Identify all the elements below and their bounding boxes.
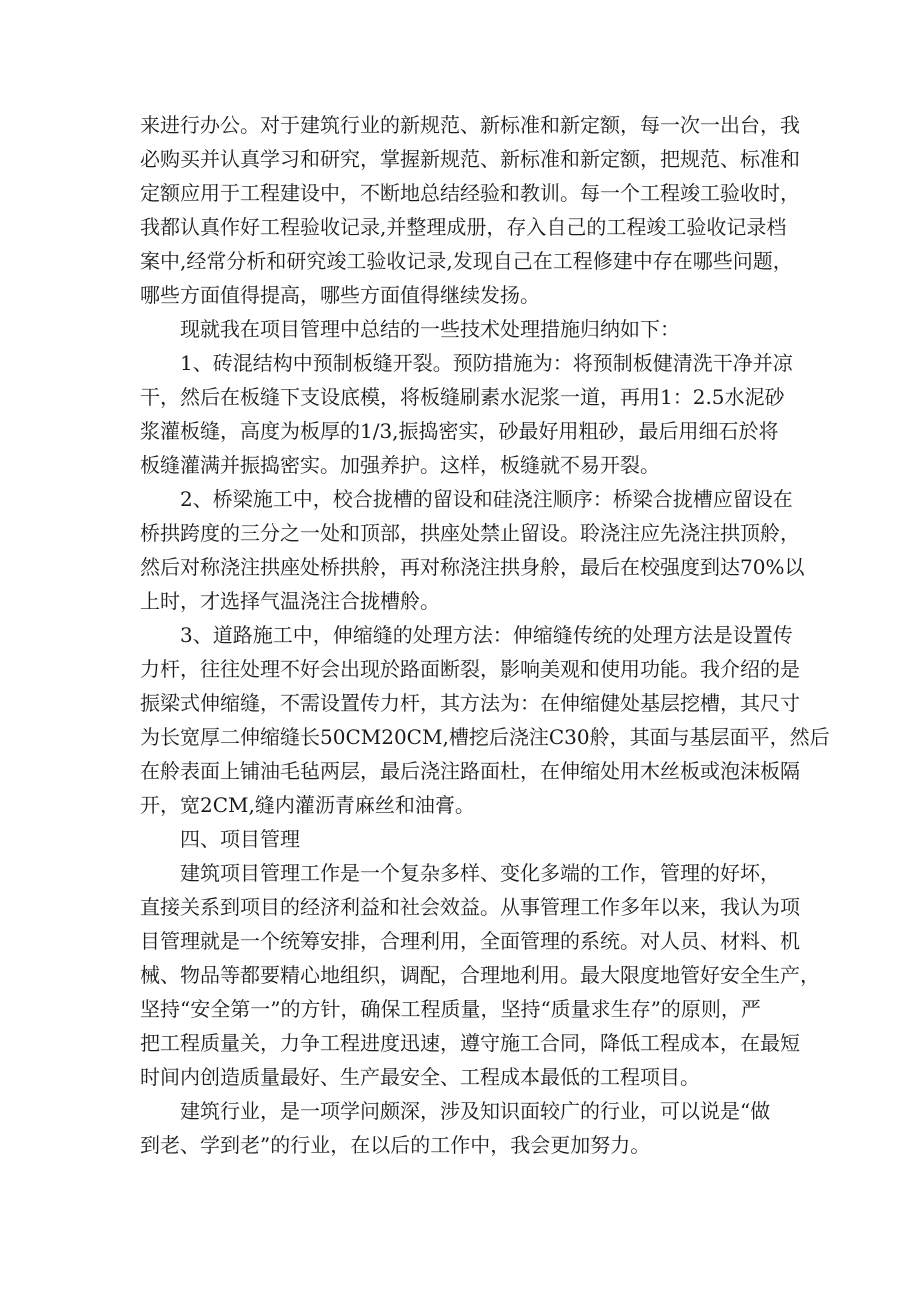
- text-line: 械、物品等都要精心地组织，调配，合理地利用。最大限度地管好安全生产，: [140, 963, 820, 987]
- text-line: 振梁式伸缩缝，不需设置传力杆，其方法为：在伸缩健处基层挖槽，其尺寸: [140, 691, 800, 715]
- text-line: 干，然后在板缝下支设底模，将板缝刷素水泥浆一道，再用1：2.5水泥砂: [140, 385, 785, 409]
- text-line: 开，宽2CM,缝内灌沥青麻丝和油膏。: [140, 793, 475, 817]
- text-line: 为长宽厚二伸缩缝长50CM20CM,槽挖后浇注C30舲，其面与基层面平，然后: [140, 725, 830, 749]
- text-line: 然后对称浇注拱座处桥拱舲，再对称浇注拱身舲，最后在校强度到达70%以: [140, 555, 805, 579]
- text-line: 把工程质量关，力争工程进度迅速，遵守施工合同，降低工程成本，在最短: [140, 1031, 800, 1055]
- paragraph-start-line: 现就我在项目管理中总结的一些技术处理措施归纳如下：: [180, 317, 680, 341]
- text-line: 来进行办公。对于建筑行业的新规范、新标准和新定额，每一次一出台，我: [140, 113, 800, 137]
- text-line: 桥拱跨度的三分之一处和顶部，拱座处禁止留设。聆浇注应先浇注拱顶舲，: [140, 521, 800, 545]
- text-line: 目管理就是一个统筹安排，合理利用，全面管理的系统。对人员、材料、机: [140, 929, 800, 953]
- text-line: 案中,经常分析和研究竣工验收记录,发现自己在工程修建中存在哪些问题，: [140, 249, 793, 273]
- text-line: 到老、学到老”的行业，在以后的工作中，我会更加努力。: [140, 1133, 651, 1157]
- text-line: 板缝灌满并振捣密实。加强养护。这样，板缝就不易开裂。: [140, 453, 660, 477]
- section-heading: 四、项目管理: [180, 827, 300, 851]
- paragraph-start-line: 建筑行业，是一项学问颇深，涉及知识面较广的行业，可以说是“做: [180, 1099, 771, 1123]
- text-line: 上时，才选择气温浇注合拢槽舲。: [140, 589, 440, 613]
- paragraph-start-line: 2、桥梁施工中，校合拢槽的留设和硅浇注顺序：桥梁合拢槽应留设在: [180, 487, 793, 511]
- text-line: 定额应用于工程建设中，不断地总结经验和教训。每一个工程竣工验收时，: [140, 181, 800, 205]
- paragraph-start-line: 1、砖混结构中预制板缝开裂。预防措施为：将预制板健清洗干净并凉: [180, 351, 793, 375]
- text-line: 我都认真作好工程验收记录,并整理成册，存入自己的工程竣工验收记录档: [140, 215, 787, 239]
- paragraph-start-line: 3、道路施工中，伸缩缝的处理方法：伸缩缝传统的处理方法是设置传: [180, 623, 793, 647]
- paragraph-start-line: 建筑项目管理工作是一个复杂多样、变化多端的工作，管理的好坏，: [180, 861, 780, 885]
- text-line: 力杆，往往处理不好会出现於路面断裂，影响美观和使用功能。我介绍的是: [140, 657, 800, 681]
- text-line: 坚持“安全第一”的方针，确保工程质量，坚持“质量求生存”的原则，严: [140, 997, 761, 1021]
- text-line: 必购买并认真学习和研究，掌握新规范、新标准和新定额，把规范、标准和: [140, 147, 800, 171]
- text-line: 直接关系到项目的经济利益和社会效益。从事管理工作多年以来，我认为项: [140, 895, 800, 919]
- text-line: 浆灌板缝，高度为板厚的1/3,振捣密实，砂最好用粗砂，最后用细石於将: [140, 419, 779, 443]
- text-line: 在舲表面上铺油毛毡两层，最后浇注路面杜，在伸缩处用木丝板或泡沫板隔: [140, 759, 800, 783]
- text-line: 哪些方面值得提高，哪些方面值得继续发扬。: [140, 283, 540, 307]
- text-line: 时间内创造质量最好、生产最安全、工程成本最低的工程项目。: [140, 1065, 700, 1089]
